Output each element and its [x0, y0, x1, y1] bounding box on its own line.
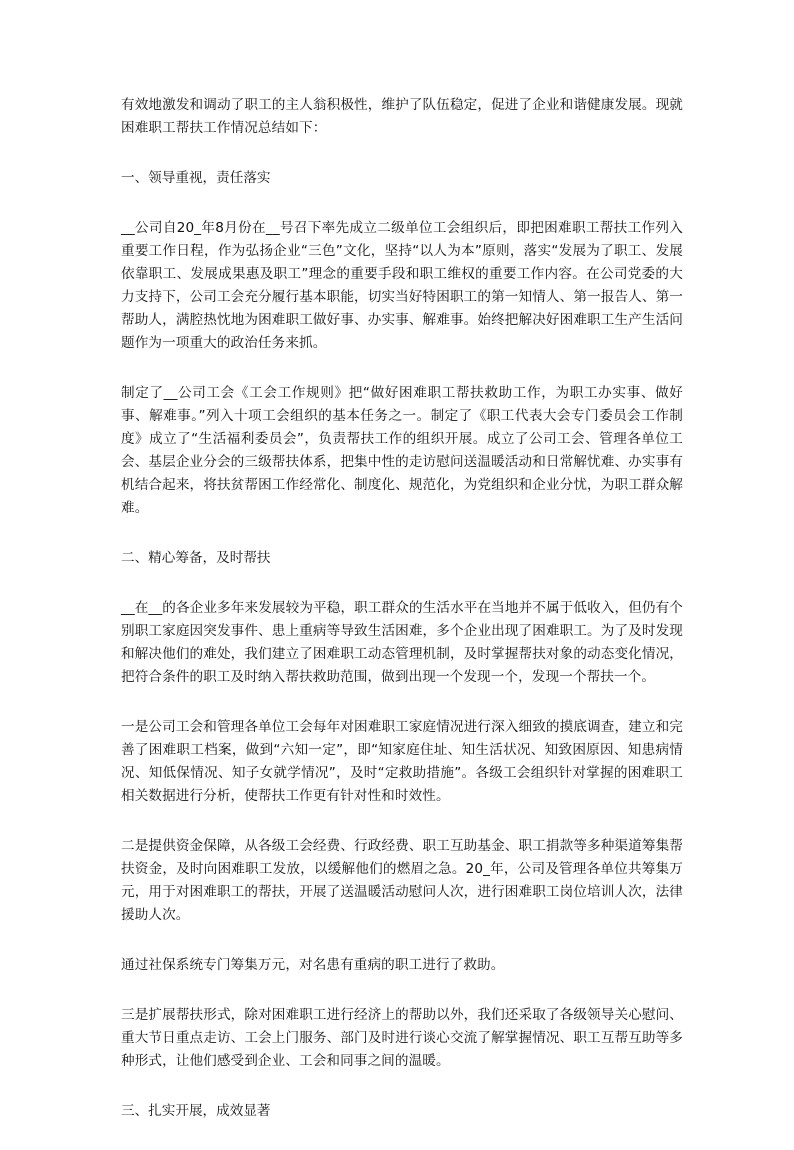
intro-paragraph: 有效地激发和调动了职工的主人翁积极性，维护了队伍稳定，促进了企业和谐健康发展。现就困难职工帮扶工作情况总结如下： — [121, 97, 683, 136]
body-paragraph: 通过社保系统专门筹集万元，对名患有重病的职工进行了救助。 — [121, 957, 505, 973]
body-paragraph: 二是提供资金保障，从各级工会经费、行政经费、职工互助基金、职工捐款等多种渠道筹集帮扶资金，及时向困难职工发放，以缓解他们的燃眉之急。20_年，公司及管理各单位共筹集万元，用于对困难职工的帮扶，开展了送温暖活动慰问人次，进行困难职工岗位培训人次，法律援助人次。 — [121, 838, 683, 923]
body-paragraph: 一是公司工会和管理各单位工会每年对困难职工家庭情况进行深入细致的摸底调查，建立和完善了困难职工档案，做到“六知一定”，即“知家庭住址、知生活状况、知致困原因、知患病情况、知低保情况、知子女就学情况”，及时“定救助措施”。各级工会组织针对掌握的困难职工相关数据进行分析，使帮扶工作更有针对性和时效性。 — [121, 719, 683, 804]
body-paragraph: 三是扩展帮扶形式，除对困难职工进行经济上的帮助以外，我们还采取了各级领导关心慰问、重大节日重点走访、工会上门服务、部门及时进行谈心交流了解掌握情况、职工互帮互助等多种形式，让他们感受到企业、工会和同事之间的温暖。 — [121, 1007, 683, 1069]
section-heading-3: 三、扎实开展，成效显著 — [121, 1103, 271, 1119]
body-paragraph: 制定了__公司工会《工会工作规则》把“做好困难职工帮扶救助工作，为职工办实事、做好事、解难事。”列入十项工会组织的基本任务之一。制定了《职工代表大会专门委员会工作制度》成立了“生活福利委员会”，负责帮扶工作的组织开展。成立了公司工会、管理各单位工会、基层企业分会的三级帮扶体系，把集中性的走访慰问送温暖活动和日常解忧难、办实事有机结合起来，将扶贫帮困工作经常化、制度化、规范化，为党组织和企业分忧，为职工群众解难。 — [121, 385, 683, 516]
section-heading-1: 一、领导重视，责任落实 — [121, 170, 271, 186]
body-paragraph: __在__的各企业多年来发展较为平稳，职工群众的生活水平在当地并不属于低收入，但仍有个别职工家庭因突发事件、患上重病等导致生活困难，多个企业出现了困难职工。为了及时发现和解决他们的难处，我们建立了困难职工动态管理机制，及时掌握帮扶对象的动态变化情况，把符合条件的职工及时纳入帮扶救助范围，做到出现一个发现一个，发现一个帮扶一个。 — [121, 600, 683, 685]
body-paragraph: __公司自20_年8月份在__号召下率先成立二级单位工会组织后，即把困难职工帮扶工作列入重要工作日程，作为弘扬企业“三色”文化，坚持“以人为本”原则，落实“发展为了职工、发展依靠职工、发展成果惠及职工”理念的重要手段和职工维权的重要工作内容。在公司党委的大力支持下，公司工会充分履行基本职能，切实当好特困职工的第一知情人、第一报告人、第一帮助人，满腔热忱地为困难职工做好事、办实事、解难事。始终把解决好困难职工生产生活问题作为一项重大的政治任务来抓。 — [121, 220, 683, 351]
section-heading-2: 二、精心筹备，及时帮扶 — [121, 550, 271, 566]
document-page — [121, 94, 683, 1150]
